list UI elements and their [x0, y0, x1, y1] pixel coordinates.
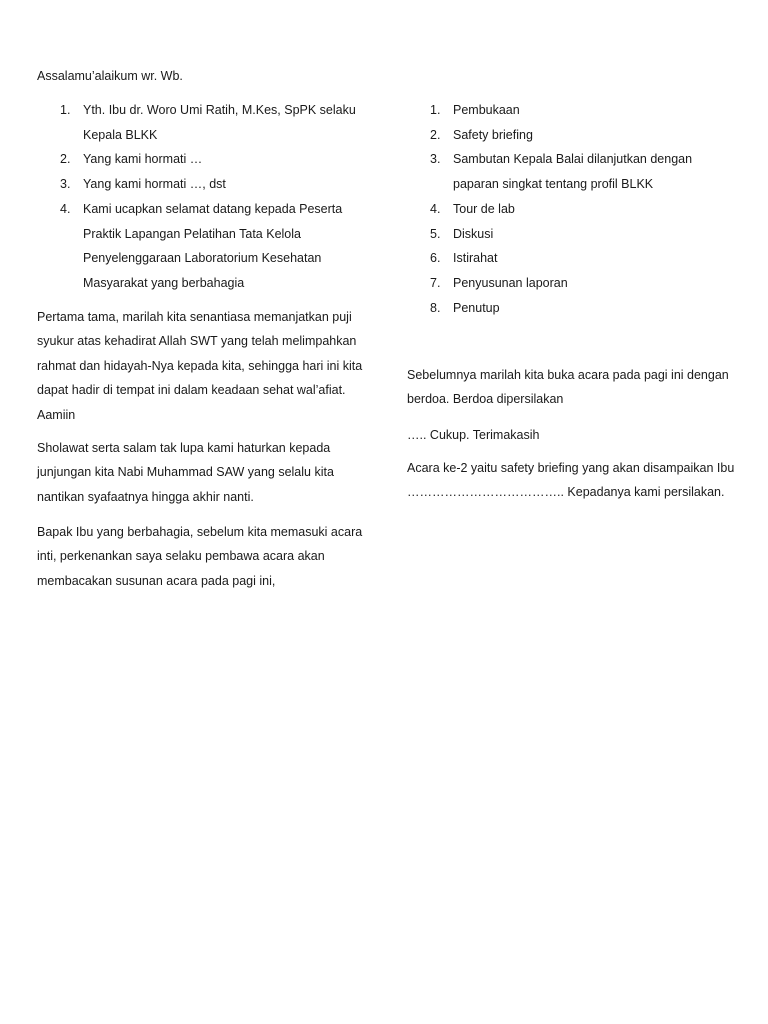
- list-item: [407, 271, 737, 296]
- list-number: 3.: [60, 177, 71, 192]
- list-item-text: Tour de lab: [453, 201, 515, 216]
- agenda-intro-paragraph: Bapak Ibu yang berbahagia, sebelum kita memasuki acara inti, perkenankan saya selaku pembawa acara akan membacakan susunan acara pada pagi ini,: [37, 525, 363, 588]
- list-number: 6.: [430, 251, 441, 266]
- list-item-text: Safety briefing: [453, 127, 533, 142]
- list-item-text: Pembukaan: [453, 103, 520, 117]
- opening-paragraph: Pertama tama, marilah kita senantiasa memanjatkan puji syukur atas kehadirat Allah SWT yang telah melimpahkan rahmat dan hidayah-Nya kepada kita, sehingga hari ini kita dapat hadir di tempat ini dalam keadaan sehat wal’afiat. Aamiin: [37, 310, 363, 422]
- list-item: [407, 147, 737, 196]
- greeting-text: Assalamu’alaikum wr. Wb.: [37, 69, 183, 83]
- salutation-list: [37, 98, 372, 296]
- list-number: 8.: [430, 300, 441, 315]
- list-item-text: Penyusunan laporan: [453, 275, 568, 290]
- list-number: 7.: [430, 275, 441, 290]
- list-item: [407, 123, 737, 148]
- list-item-text: Penutup: [453, 300, 500, 315]
- list-item: [37, 197, 372, 296]
- list-number: 4.: [430, 201, 441, 216]
- list-item-text: Sambutan Kepala Balai dilanjutkan dengan paparan singkat tentang profil BLKK: [453, 152, 693, 192]
- list-item-text: Yth. Ibu dr. Woro Umi Ratih, M.Kes, SpPK selaku Kepala BLKK: [83, 103, 356, 142]
- list-number: 2.: [430, 127, 441, 142]
- list-number: 5.: [430, 226, 441, 241]
- list-item: [37, 172, 372, 197]
- list-item: [407, 222, 737, 247]
- list-item-text: Diskusi: [453, 226, 494, 241]
- list-number: 1.: [60, 103, 71, 117]
- list-item-text: Yang kami hormati …: [83, 152, 203, 167]
- list-item-text: Yang kami hormati …, dst: [83, 177, 226, 192]
- list-item: [407, 197, 737, 222]
- list-item: [407, 296, 737, 321]
- list-number: 4.: [60, 201, 71, 216]
- prayer-paragraph: Sebelumnya marilah kita buka acara pada pagi ini dengan berdoa. Berdoa dipersilakan: [407, 368, 729, 407]
- sholawat-paragraph: Sholawat serta salam tak lupa kami haturkan kepada junjungan kita Nabi Muhammad SAW yang selalu kita nantikan syafaatnya hingga akhir nanti.: [37, 441, 334, 504]
- list-number: 2.: [60, 152, 71, 167]
- list-number: 1.: [430, 103, 441, 117]
- list-item: [37, 98, 372, 147]
- safety-briefing-paragraph: Acara ke-2 yaitu safety briefing yang akan disampaikan Ibu ……………………………….. Kepadanya kami persilakan.: [407, 461, 735, 500]
- list-number: 3.: [430, 152, 441, 167]
- list-item-text: Istirahat: [453, 251, 498, 266]
- list-item: [407, 246, 737, 271]
- agenda-list: [407, 98, 737, 320]
- list-item: [407, 98, 737, 123]
- list-item: [37, 147, 372, 172]
- list-item-text: Kami ucapkan selamat datang kepada Peserta Praktik Lapangan Pelatihan Tata Kelola Penyelenggaraan Laboratorium Kesehatan Masyarakat yang berbahagia: [83, 201, 343, 290]
- closing-prayer-line: ….. Cukup. Terimakasih: [407, 428, 540, 442]
